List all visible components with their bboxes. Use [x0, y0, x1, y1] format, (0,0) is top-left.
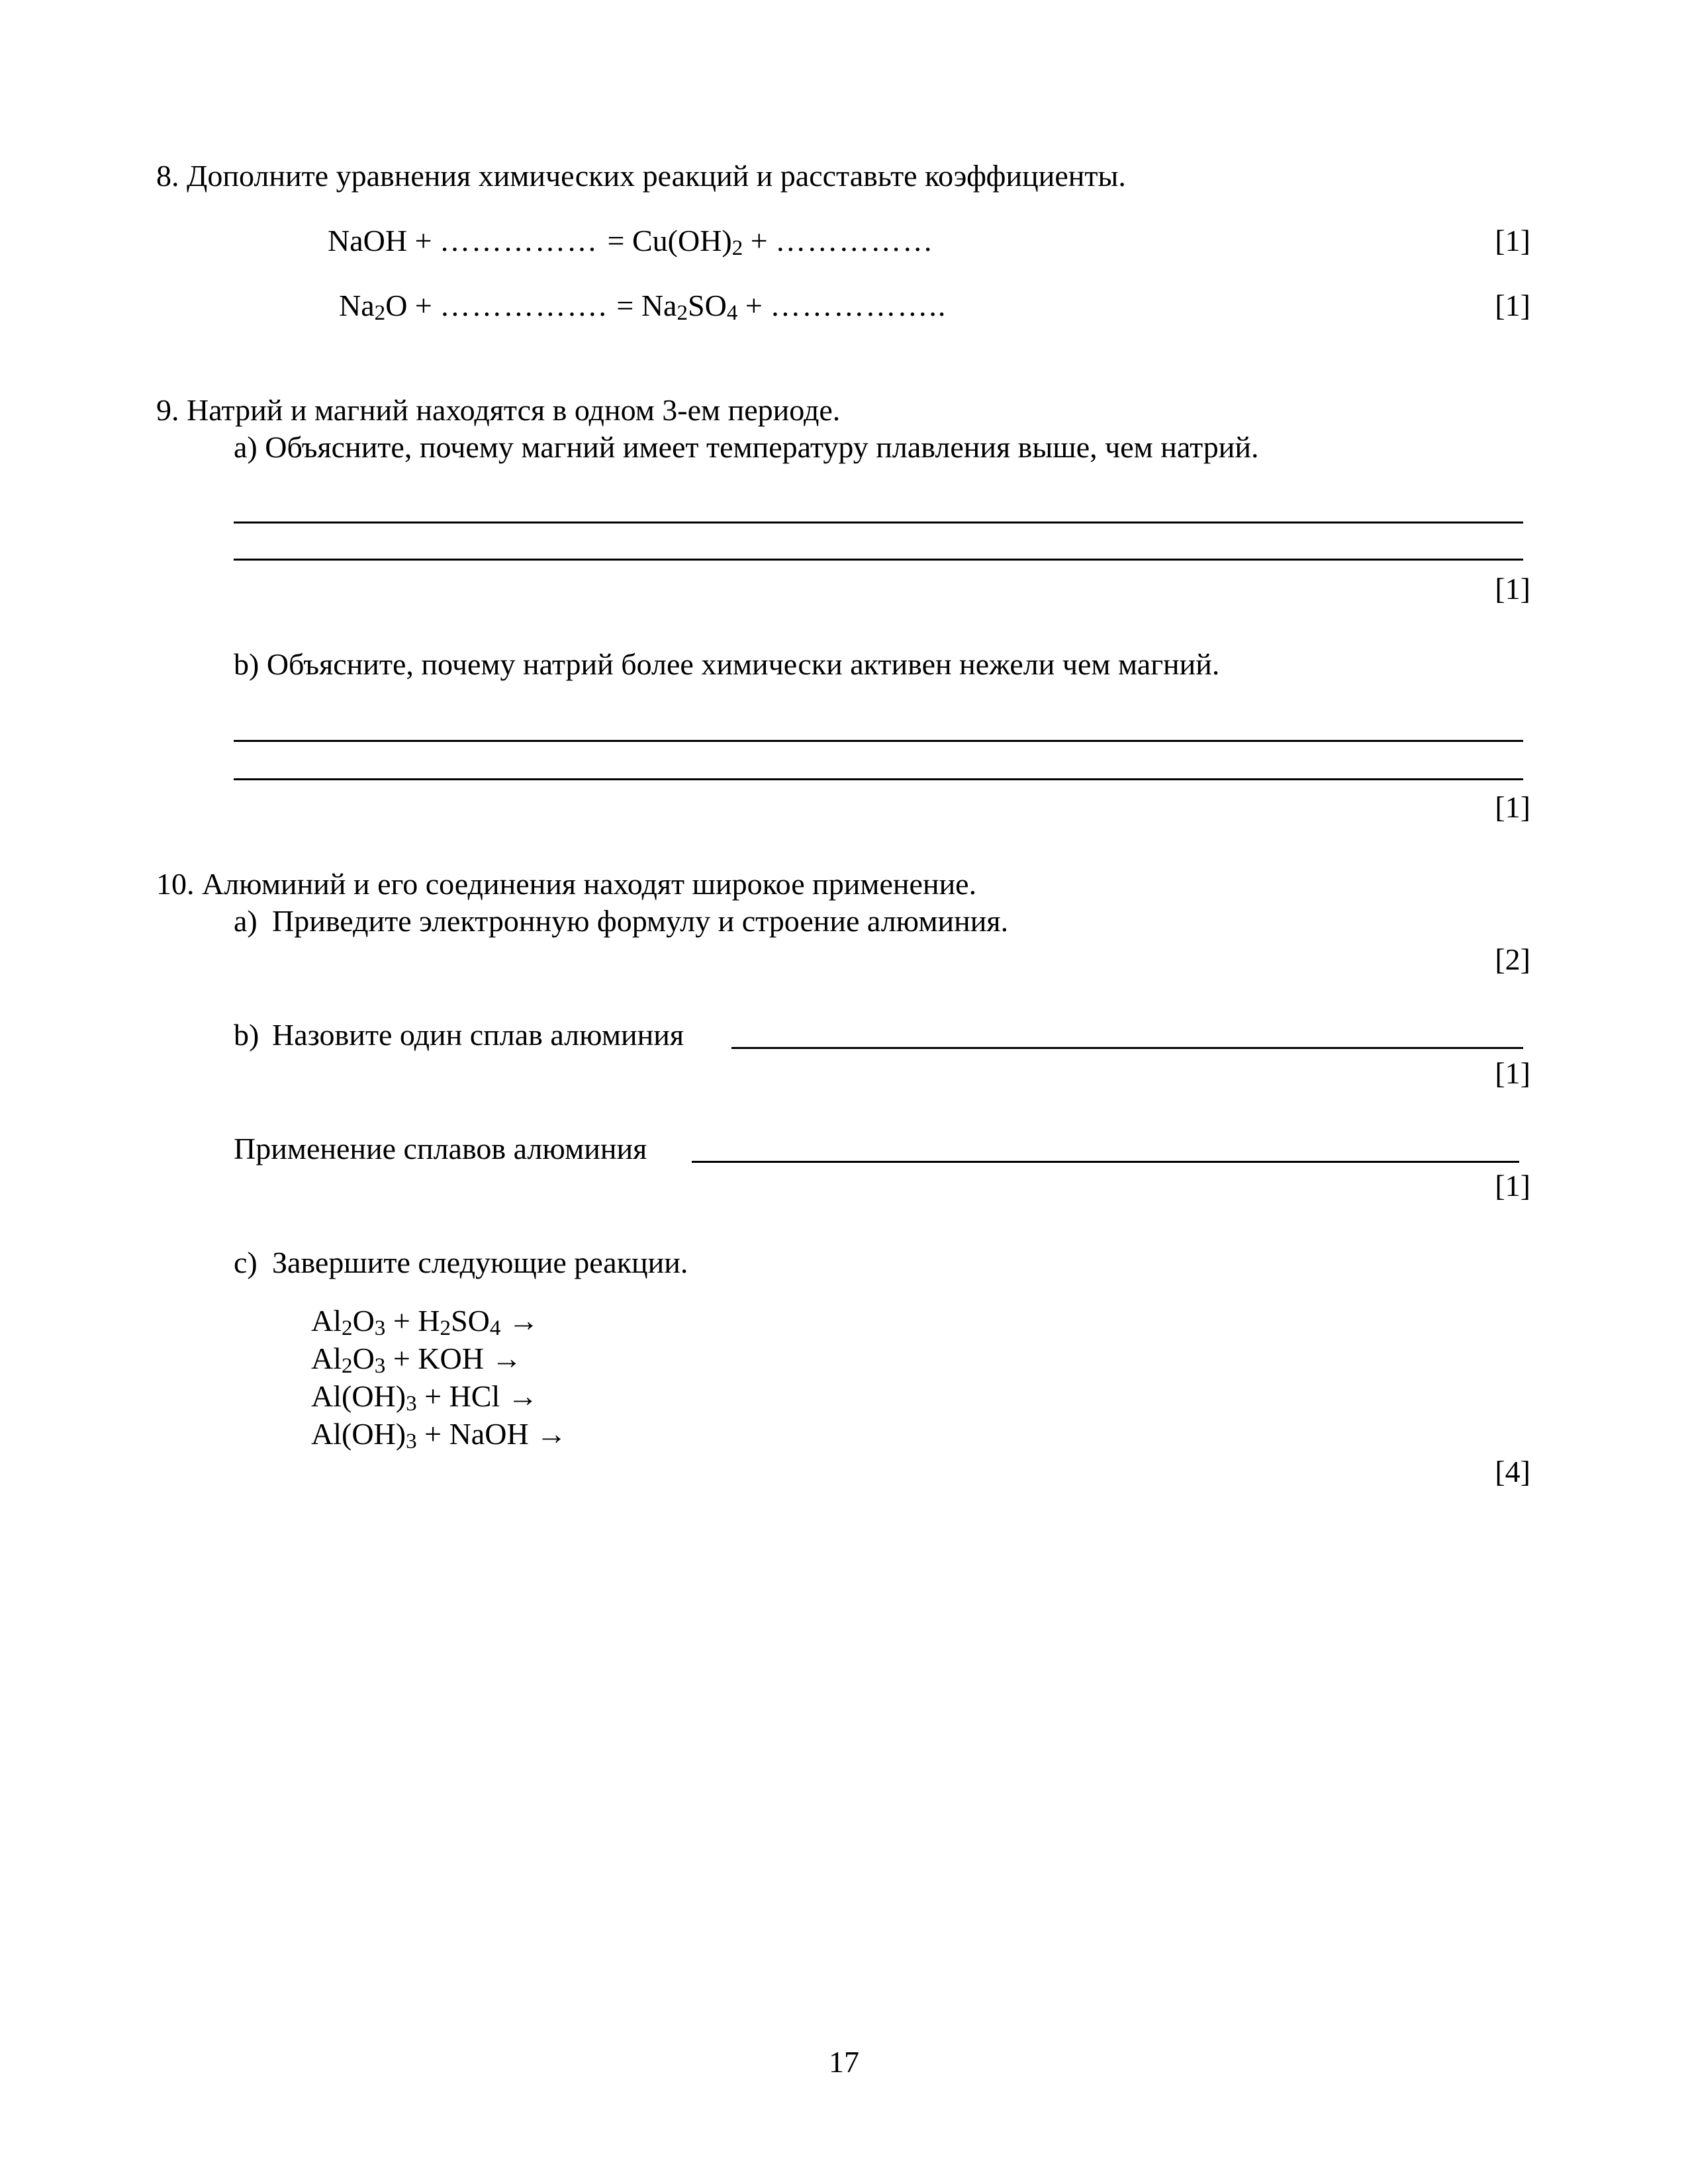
item-label: c) [234, 1246, 258, 1279]
q10-usage-text: Применение сплавов алюминия [234, 1132, 647, 1165]
marks-q8-eq1: [1] [1495, 224, 1530, 257]
marks-q9b: [1] [1495, 790, 1530, 824]
answer-line[interactable] [234, 522, 1523, 523]
q8-heading: 8. Дополните уравнения химических реакций и расставьте коэффициенты. [156, 159, 1126, 193]
q9a-text: a) Объясните, почему магний имеет температуру плавления выше, чем натрий. [234, 430, 1259, 464]
reaction-4: $Al(OH)_3$ + NaOH → [311, 1417, 567, 1453]
blank-dots: …………….. [770, 289, 947, 322]
answer-line[interactable] [731, 1047, 1523, 1049]
arrow-right-icon: → [500, 1304, 539, 1338]
arrow-right-icon: → [500, 1379, 538, 1413]
q10b-item [234, 1018, 684, 1053]
q10c-text: Завершите следующие реакции. [272, 1246, 688, 1279]
answer-line[interactable] [234, 740, 1523, 742]
q8-equation-2: $Na_2O$ + ……………. = $Na_2SO_4$ + …………….. [339, 289, 947, 325]
reaction-2: $Al_2O_3$ + KOH → [311, 1342, 522, 1378]
marks-q9a: [1] [1495, 572, 1530, 606]
q10b-text: Назовите один сплав алюминия [272, 1018, 684, 1052]
answer-line[interactable] [234, 778, 1523, 780]
marks-q10c: [4] [1495, 1455, 1530, 1488]
marks-q10-usage: [1] [1495, 1169, 1530, 1203]
blank-dots: …………… [775, 224, 935, 257]
marks-q10a: [2] [1495, 942, 1530, 976]
reaction-3: $Al(OH)_3$ + HCl → [311, 1379, 538, 1416]
reaction-1: $Al_2O_3 + H_2SO_4$ → [311, 1304, 539, 1340]
q9-heading: 9. Натрий и магний находятся в одном 3-ем периоде. [156, 393, 841, 427]
q9b-text: b) Объясните, почему натрий более химически активен нежели чем магний. [234, 647, 1220, 681]
q8-equation-1: NaOH + …………… = $Cu(OH)_2$ + …………… [328, 224, 935, 260]
arrow-right-icon: → [483, 1342, 522, 1375]
q10a-item [234, 904, 1008, 939]
q10a-text: Приведите электронную формулу и строение алюминия. [272, 904, 1009, 938]
marks-q10b: [1] [1495, 1056, 1530, 1090]
q10-heading: 10. Алюминий и его соединения находят широкое применение. [156, 867, 977, 901]
answer-line[interactable] [692, 1161, 1519, 1163]
blank-dots: ……………. [440, 289, 617, 322]
arrow-right-icon: → [528, 1417, 567, 1451]
item-label: a) [234, 904, 258, 938]
marks-q8-eq2: [1] [1495, 289, 1530, 322]
blank-dots: …………… [440, 224, 608, 257]
item-label: b) [234, 1018, 259, 1052]
q10c-item [234, 1246, 688, 1281]
page-number: 17 [829, 2045, 859, 2079]
answer-line[interactable] [234, 559, 1523, 561]
